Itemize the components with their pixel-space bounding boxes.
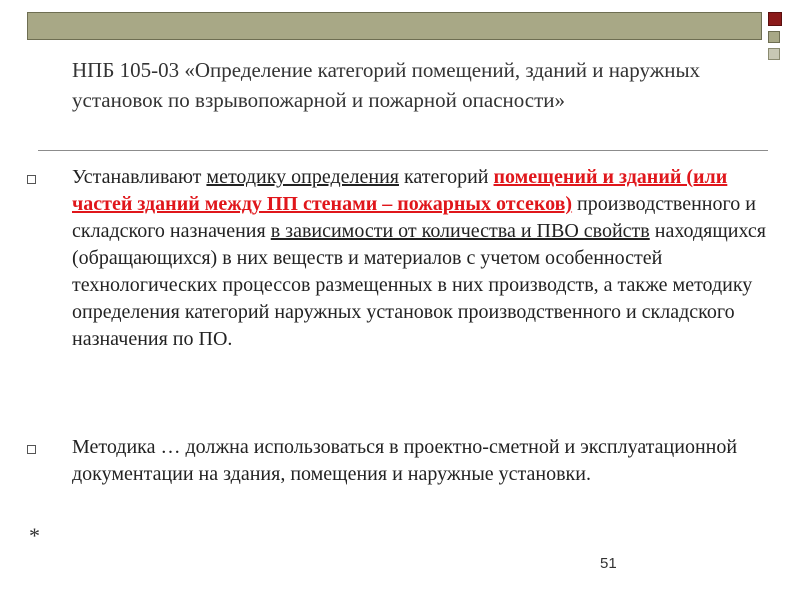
page-number: 51 — [600, 555, 617, 572]
decor-square-red — [768, 12, 782, 26]
bullet1-text-3: производственного и складского назначения — [72, 193, 756, 242]
bullet1-text-2: категорий — [399, 166, 494, 188]
decor-square-light — [768, 48, 780, 60]
header-bar — [27, 12, 762, 40]
slide-title: НПБ 105-03 «Определение категорий помещений, зданий и наружных установок по взрывопожарной и пожарной опасности» — [72, 58, 701, 112]
decor-square-olive — [768, 31, 780, 43]
bullet1-underline-2: в зависимости от количества и ПВО свойств — [270, 220, 650, 242]
footnote-asterisk: * — [29, 523, 40, 548]
title-divider — [38, 150, 768, 151]
bullet1-underline-1: методику определения — [206, 166, 399, 188]
bullet1-text-1: Устанавливают — [72, 166, 207, 188]
bullet-marker-icon — [27, 175, 36, 184]
bullet1-red-emphasis: помещений и зданий (или частей зданий между ПП стенами – пожарных отсеков) — [72, 166, 728, 215]
bullet-item-2: Методика … должна использоваться в проектно-сметной и эксплуатационной документации на здания, помещения и наружные установки. — [72, 436, 738, 485]
bullet1-text-4: находящихся (обращающихся) в них веществ и материалов с учетом особенностей технологических процессов размещенных в них производств, а также методику определения категорий наружных установок производственного и складского назначения по ПО. — [72, 220, 766, 350]
bullet-marker-icon — [27, 445, 36, 454]
bullet-item-1 — [72, 164, 772, 353]
